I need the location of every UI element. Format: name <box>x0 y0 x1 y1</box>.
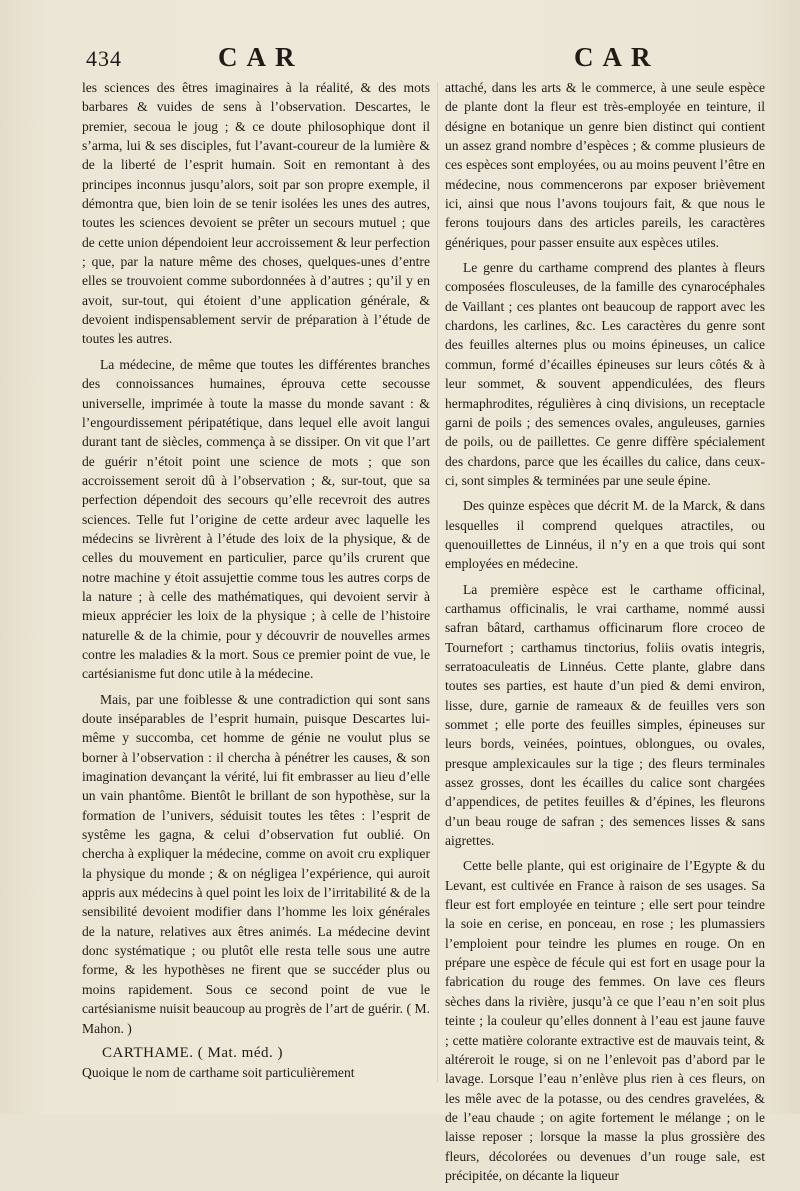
paragraph: Le genre du carthame comprend des plantes à fleurs composées flosculeuses, de la famille des cynarocéphales de Vaillant ; ces plantes ont beaucoup de rapport avec les chardons, les carlines, &c. Les caractères du genre sont des feuilles alternes plus ou moins épineuses, un calice commun, formé d’écailles épineuses sur leurs côtés & à leur sommet, & souvent appendiculées, des fleurs hermaphrodites, régulières à cinq divisions, un receptacle garni de poils ; des semences ovales, anguleuses, garnies de poils, ou de paillettes. Ce genre diffère spécialement des chardons, parce que les écailles du calice, dans ceux-ci, sont simples & terminées par une seule épine. <box>445 260 765 488</box>
paragraph: attaché, dans les arts & le commerce, à une seule espèce de plante dont la fleur est très-employée en teinture, il désigne en botanique un genre bien distinct qui contient un assez grand nombre d’espèces ; & comme plusieurs de ces espèces sont employées, ou au moins peuvent l’être en médecine, nous commencerons par exposer brièvement ici, ainsi que nous l’avons toujours fait, & que nous le ferons toujours dans des articles pareils, les caractères génériques, pour passer ensuite aux espèces utiles. <box>445 80 765 250</box>
paragraph: Mais, par une foiblesse & une contradiction qui sont sans doute inséparables de l’esprit humain, puisque Descartes lui-même y succomba, cet homme de génie ne voulut plus se borner à l’observation : il chercha à pénétrer les causes, & son imagination devançant la vérité, lui fit embrasser au lieu d’elle un vain phantôme. Bientôt le brillant de son hypothèse, sur la formation de l’univers, séduisit toutes les têtes : l’esprit de systême les gagna, & celui d’observation fut oublié. On chercha à expliquer la médecine, comme on avoit cru expliquer la physique du monde ; & on négligea l’expérience, qui auroit appris aux médecins à quel point les loix de l’irritabilité & de la sensibilité devoient modifier dans l’homme les loix générales de la nature, relatives aux êtres animés. La médecine devint donc systématique ; ou plutôt elle resta telle sous une autre forme, & les hypothèses ne firent que se succéder plus ou moins rapidement. Sous ce second point de vue le cartésianisme nuisit beaucoup au progrès de l’art de guérir. ( M. Mahon. ) <box>82 691 430 1036</box>
running-head-right: CAR <box>574 42 660 72</box>
paragraph: les sciences des êtres imaginaires à la réalité, & des mots barbares & vuides de sens à l’observation. Descartes, le premier, secoua le joug ; & ce doute philosophique dont il s’arma, lui & ses disciples, fut l’avant-coureur de la lumière & de la liberté de l’esprit humain. Soit en remontant à des principes inconnus jusqu’alors, soit par son propre exemple, il démontra que, bien loin de se tenir isolées les unes des autres, toutes les sciences devoient se prêter un secours mutuel ; que de cette union dépendoient leur accroissement & leur perfection ; que, par la nature même des choses, quelques-unes d’entre elles se trouvoient comme subordonnées à d’autres ; qu’il y en avoit, sur-tout, qui étoient d’une application générale, & devoient indispensablement servir de préparation à l’étude de toutes les autres. <box>82 80 431 347</box>
running-header <box>0 38 800 78</box>
running-head-left: CAR <box>218 42 304 72</box>
left-column <box>82 78 430 1089</box>
column-divider <box>437 82 438 1082</box>
right-column <box>445 78 765 1191</box>
entry-heading: CARTHAME. ( Mat. méd. ) <box>102 1044 283 1061</box>
paragraph: Quoique le nom de carthame soit particulièrement <box>82 1065 355 1081</box>
page-number: 434 <box>86 46 122 71</box>
paragraph: Cette belle plante, qui est originaire de l’Egypte & du Levant, est cultivée en France à raison de ses usages. Sa fleur est fort employée en teinture ; elle sert pour teindre la soie en cerise, en ponceau, en rose ; les plumassiers l’emploient pour teindre les plumes en rouge. On en prépare une espèce de fécule qui est fort en usage pour la fabrication du rouge des femmes. On lave ces fleurs sèches dans la rivière, jusqu’à ce que l’eau n’en soit plus teinte ; la couleur qu’elles donnent à l’eau est jaune fauve ; cette matière colorante extractive est de mauvais teint, & altéreroit le rouge, si on ne l’enlevoit pas d’abord par le lavage. Lorsque l’eau n’enlève plus rien à ces fleurs, on les mêle avec de la potasse, ou des cendres gravelées, & de l’eau chaude ; on agite fortement le mélange ; on le laisse reposer ; lorsque la masse la plus grossière des fleurs, décolorées ou devenues d’un rouge sale, est précipitée, on décante la liqueur <box>445 858 765 1183</box>
paragraph: La première espèce est le carthame officinal, carthamus officinalis, le vrai carthame, nommé aussi safran bâtard, carthamus officinarum flore croceo de Tournefort ; carthamus tinctorius, foliis ovatis integris, serratoaculeatis de Linnéus. Cette plante, glabre dans toutes ses parties, est haute d’un pied & demi environ, lisse, dure, garnie de rameaux & de feuilles vers son sommet ; elle porte des feuilles simples, épineuses sur leurs bords, veinées, pointues, oblongues, ou ovales, presque amplexicaules sur la tige ; des fleurs terminales assez grosses, dont les écailles du calice sont chargées d’appendices, de petites feuilles & d’épines, les fleurons d’un beau rouge de safran ; des semences lisses & sans aigrettes. <box>445 581 765 849</box>
paragraph: La médecine, de même que toutes les différentes branches des connoissances humaines, éprouva cette secousse universelle, imprimée à toute la masse du monde savant : & l’engourdissement péripatétique, dans lequel elle avoit langui durant tant de siècles, commença à se dissiper. On vit que l’art de guérir n’étoit point une science de mots ; que son accroissement seroit dû à l’observation ; &, sur-tout, que sa perfection dépendoit des secours qu’elle recevroit des autres sciences. Telle fut l’origine de cette ardeur avec laquelle les médecins se livrèrent à l’étude des loix de la physique, & de celles du mouvement en particulier, parce qu’ils crurent que notre machine y étoit assujettie comme tous les autres corps de la nature ; à celle des mathématiques, qui devoient servir à mieux apprécier les loix de la physique ; à celle de l’histoire naturelle & de la chimie, pour y découvrir de nouvelles armes contre les maladies & la mort. Sous ce premier point de vue, le cartésianisme fut donc utile à la médecine. <box>82 356 430 682</box>
paragraph: Des quinze espèces que décrit M. de la Marck, & dans lesquelles il comprend quelques atractiles, ou quenouillettes de Linnéus, il n’y en a que trois qui sont employées en médecine. <box>445 498 765 572</box>
